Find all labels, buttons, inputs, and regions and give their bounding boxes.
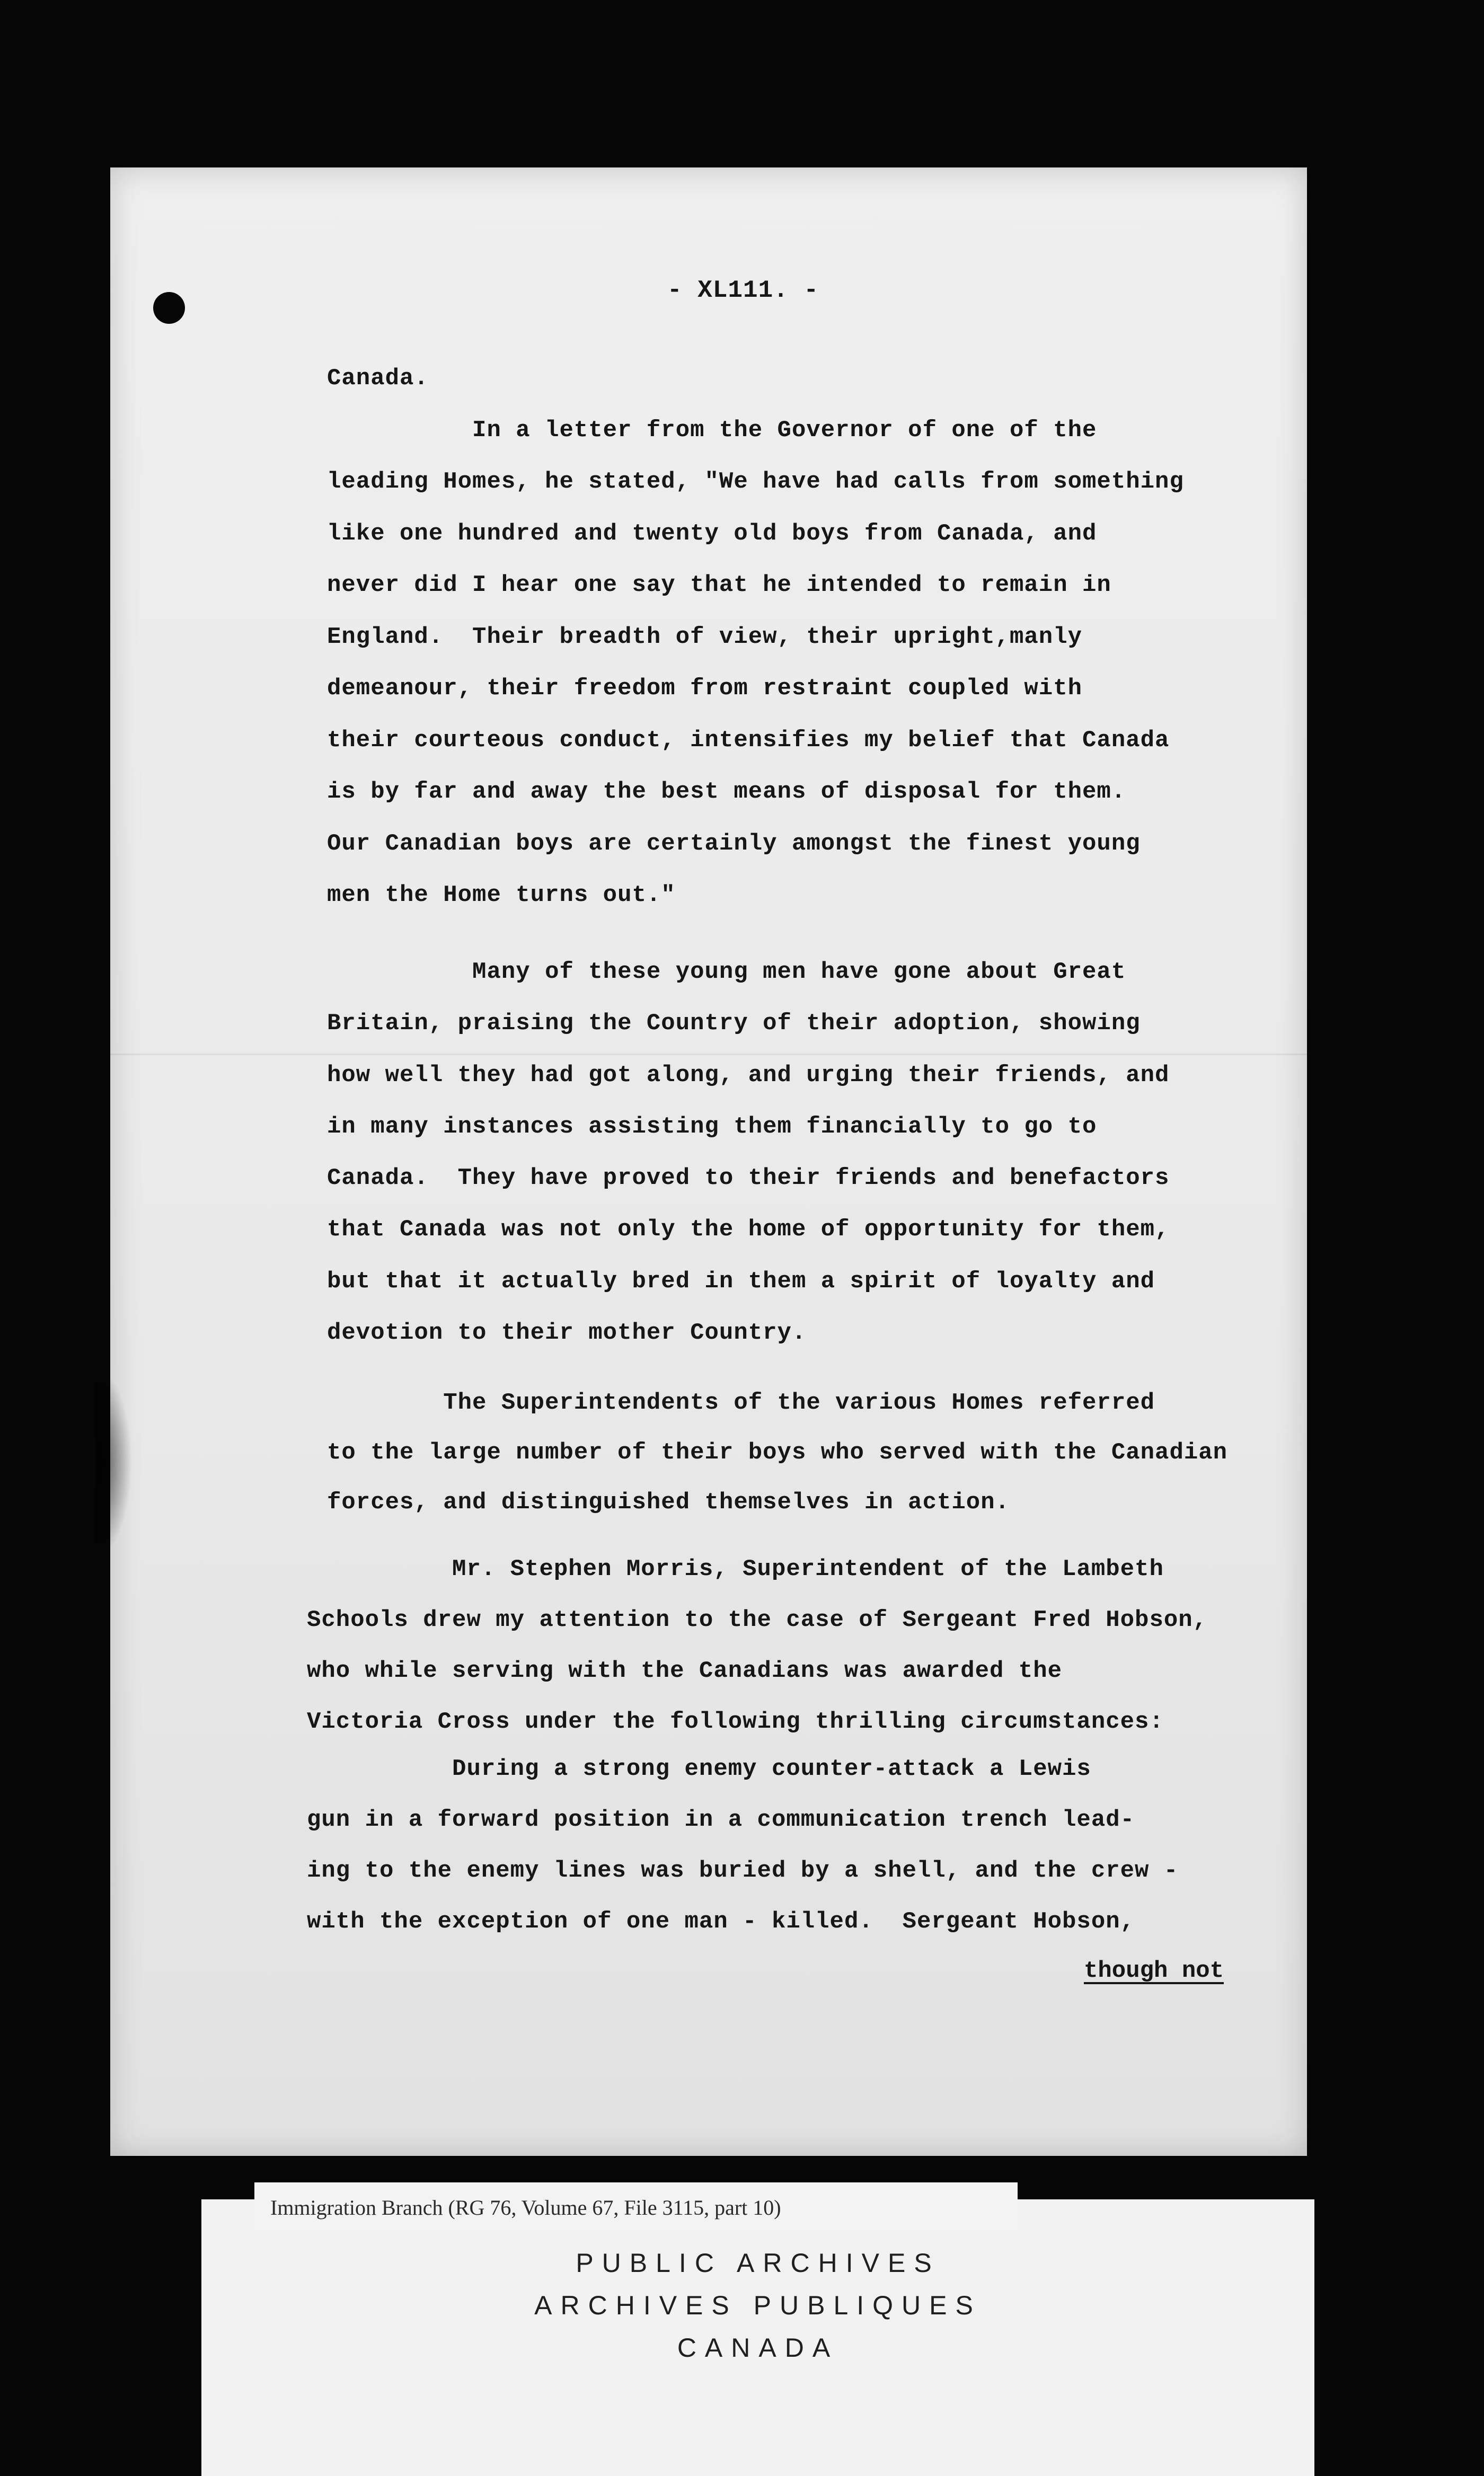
paragraph-superintendents: The Superintendents of the various Homes referred to the large number of their boys who served with the Canadian forces, and distinguished themselves in action. <box>327 1390 1228 1516</box>
stamp-text <box>201 2242 1314 2369</box>
page-number-header: - XL111. - <box>667 277 819 304</box>
catchword: though not <box>1084 1958 1224 1984</box>
stamp-line-canada: CANADA <box>677 2333 839 2363</box>
stamp-line-public-archives: PUBLIC ARCHIVES <box>576 2248 940 2278</box>
paragraph-governor-letter: Canada. In a letter from the Governor of one of the leading Homes, he stated, "We have had calls from something like one hundred and twenty old boys from Canada, and never did I hear one say that he intended to remain in England. Their breadth of view, their upright,manly demeanour, their freedom from restraint coupled with their courteous conduct, intensifies my belief that Canada is by far and away the best means of disposal for them. Our Canadian boys are certainly amongst the finest young men the Home turns out." <box>327 365 1184 908</box>
archive-reference-label: Immigration Branch (RG 76, Volume 67, File 3115, part 10) <box>254 2182 1018 2233</box>
stamp-line-archives-publiques: ARCHIVES PUBLIQUES <box>534 2291 982 2320</box>
punch-hole <box>153 292 185 324</box>
paragraph-counter-attack: During a strong enemy counter-attack a Lewis gun in a forward position in a communication trench lead- ing to the enemy lines was buried by a shell, and the crew - with the exception of one man - killed. Sergeant Hobson, <box>307 1756 1179 1935</box>
archives-stamp <box>201 2199 1314 2476</box>
paragraph-stephen-morris: Mr. Stephen Morris, Superintendent of the Lambeth Schools drew my attention to the case of Sergeant Fred Hobson, who while serving with the Canadians was awarded the Victoria Cross under the following thrilling circumstances: <box>307 1556 1208 1735</box>
paragraph-young-men: Many of these young men have gone about Great Britain, praising the Country of their adoption, showing how well they had got along, and urging their friends, and in many instances assisting them financially to go to Canada. They have proved to their friends and benefactors that Canada was not only the home of opportunity for them, but that it actually bred in them a spirit of loyalty and devotion to their mother Country. <box>327 959 1170 1347</box>
page-edge-shadow <box>95 1367 132 1558</box>
